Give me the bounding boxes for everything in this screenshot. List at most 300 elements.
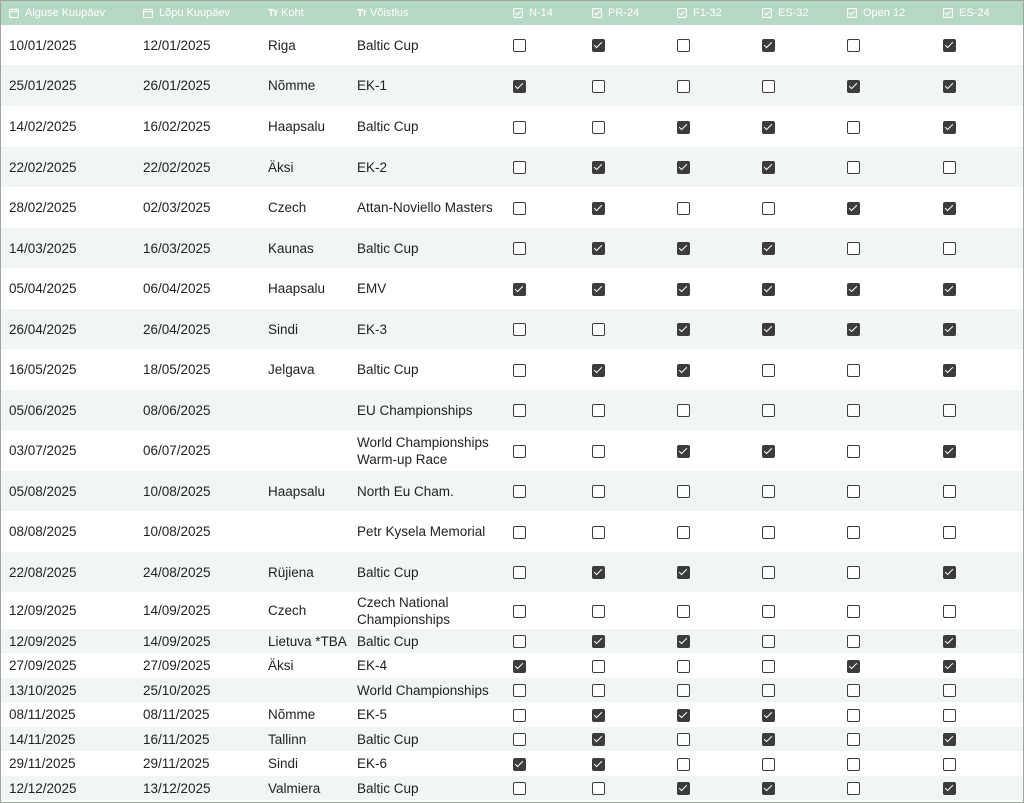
class-cell <box>505 511 584 552</box>
class-checkbox[interactable] <box>762 782 775 795</box>
class-cell <box>935 776 1023 800</box>
place-cell <box>260 430 349 471</box>
class-cell <box>754 751 839 776</box>
class-checkbox[interactable] <box>592 242 605 255</box>
class-cell <box>669 592 754 629</box>
class-checkbox[interactable] <box>592 660 605 673</box>
event-cell: World Championships Warm-up Race <box>357 434 489 467</box>
class-cell <box>505 727 584 751</box>
class-cell <box>935 430 1023 471</box>
start-date-cell: 27/09/2025 <box>9 658 77 673</box>
class-checkbox[interactable] <box>592 635 605 648</box>
class-checkbox[interactable] <box>677 526 690 539</box>
class-checkbox[interactable] <box>513 485 526 498</box>
class-cell <box>935 228 1023 268</box>
column-header-label: N-14 <box>529 7 553 20</box>
event-cell: North Eu Cham. <box>349 471 505 511</box>
start-date-cell: 14/11/2025 <box>1 727 135 751</box>
table-row <box>1 390 1023 430</box>
class-checkbox[interactable] <box>943 364 956 377</box>
class-checkbox[interactable] <box>513 660 526 673</box>
class-checkbox[interactable] <box>762 404 775 417</box>
end-date-cell: 24/08/2025 <box>135 552 260 592</box>
class-cell <box>584 592 669 629</box>
table-row <box>1 678 1023 702</box>
class-checkbox[interactable] <box>943 733 956 746</box>
class-checkbox[interactable] <box>762 758 775 771</box>
end-date-cell: 02/03/2025 <box>143 200 211 215</box>
column-header-label: Open 12 <box>863 7 906 20</box>
class-checkbox[interactable] <box>847 404 860 417</box>
class-cell <box>935 629 1023 653</box>
class-cell <box>669 653 754 678</box>
place-cell: Valmiera <box>260 776 349 800</box>
class-checkbox[interactable] <box>513 121 526 134</box>
class-cell <box>505 309 584 349</box>
class-cell <box>505 25 584 65</box>
class-checkbox[interactable] <box>847 660 860 673</box>
class-checkbox[interactable] <box>592 605 605 618</box>
class-checkbox[interactable] <box>847 782 860 795</box>
class-checkbox[interactable] <box>762 161 775 174</box>
class-checkbox[interactable] <box>513 605 526 618</box>
class-checkbox[interactable] <box>513 445 526 458</box>
table-row <box>1 727 1023 751</box>
column-header-label: ES-24 <box>959 7 990 20</box>
class-checkbox[interactable] <box>847 202 860 215</box>
event-cell: Baltic Cup <box>357 37 419 53</box>
class-checkbox[interactable] <box>677 733 690 746</box>
class-checkbox[interactable] <box>677 323 690 336</box>
column-header-3[interactable] <box>349 1 505 25</box>
start-date-cell: 03/07/2025 <box>9 443 77 458</box>
class-checkbox[interactable] <box>677 660 690 673</box>
class-cell <box>584 776 669 800</box>
class-checkbox[interactable] <box>513 782 526 795</box>
start-date-cell: 14/02/2025 <box>9 119 77 134</box>
class-checkbox[interactable] <box>943 782 956 795</box>
class-checkbox[interactable] <box>762 323 775 336</box>
class-checkbox[interactable] <box>592 364 605 377</box>
class-checkbox[interactable] <box>513 526 526 539</box>
class-checkbox[interactable] <box>762 733 775 746</box>
class-cell <box>505 471 584 511</box>
class-checkbox[interactable] <box>677 364 690 377</box>
class-cell <box>505 106 584 147</box>
class-checkbox[interactable] <box>513 364 526 377</box>
end-date-cell: 13/12/2025 <box>135 776 260 800</box>
class-checkbox[interactable] <box>677 684 690 697</box>
class-cell <box>505 268 584 309</box>
column-header-6[interactable] <box>669 1 754 25</box>
class-checkbox[interactable] <box>943 566 956 579</box>
event-cell: EK-5 <box>357 707 388 722</box>
class-checkbox[interactable] <box>677 242 690 255</box>
event-cell: Baltic Cup <box>349 552 505 592</box>
class-cell <box>839 727 935 751</box>
class-checkbox[interactable] <box>943 121 956 134</box>
class-checkbox[interactable] <box>513 566 526 579</box>
class-cell <box>669 511 754 552</box>
column-header-8[interactable] <box>839 1 935 25</box>
end-date-cell: 25/10/2025 <box>135 678 260 702</box>
class-checkbox[interactable] <box>677 758 690 771</box>
class-cell <box>754 309 839 349</box>
class-checkbox[interactable] <box>762 364 775 377</box>
class-checkbox[interactable] <box>592 485 605 498</box>
class-cell <box>754 629 839 653</box>
class-cell <box>505 187 584 228</box>
column-header-label: F1-32 <box>693 7 722 20</box>
class-checkbox[interactable] <box>847 445 860 458</box>
column-header-7[interactable] <box>754 1 839 25</box>
table-row <box>1 228 1023 268</box>
end-date-cell: 14/09/2025 <box>135 629 260 653</box>
class-checkbox[interactable] <box>592 684 605 697</box>
class-checkbox[interactable] <box>847 733 860 746</box>
class-checkbox[interactable] <box>943 660 956 673</box>
class-cell <box>669 430 754 471</box>
class-checkbox[interactable] <box>943 80 956 93</box>
checkbox-icon <box>592 8 602 18</box>
class-cell <box>505 65 584 106</box>
class-cell <box>669 228 754 268</box>
end-date-cell: 16/02/2025 <box>143 119 211 134</box>
class-cell <box>839 511 935 552</box>
class-checkbox[interactable] <box>592 758 605 771</box>
class-checkbox[interactable] <box>847 566 860 579</box>
class-cell <box>754 471 839 511</box>
table-row <box>1 25 1023 65</box>
class-checkbox[interactable] <box>943 485 956 498</box>
place-cell: Nõmme <box>260 65 349 106</box>
end-date-cell: 12/01/2025 <box>143 37 211 53</box>
class-cell <box>935 471 1023 511</box>
class-cell <box>505 147 584 187</box>
column-header-2[interactable] <box>260 1 349 25</box>
table-row <box>1 187 1023 228</box>
class-cell <box>839 390 935 430</box>
end-date-cell: 10/08/2025 <box>143 524 211 539</box>
table-row <box>1 702 1023 727</box>
class-cell <box>839 309 935 349</box>
class-cell <box>754 106 839 147</box>
class-checkbox[interactable] <box>943 445 956 458</box>
class-checkbox[interactable] <box>762 202 775 215</box>
start-date-cell: 28/02/2025 <box>9 200 77 215</box>
class-cell <box>584 552 669 592</box>
class-checkbox[interactable] <box>513 39 526 52</box>
class-checkbox[interactable] <box>943 526 956 539</box>
checkbox-icon <box>847 8 857 18</box>
class-cell <box>839 471 935 511</box>
class-cell <box>754 592 839 629</box>
end-date-cell: 26/01/2025 <box>135 65 260 106</box>
class-checkbox[interactable] <box>762 635 775 648</box>
class-checkbox[interactable] <box>677 39 690 52</box>
place-cell: Äksi <box>260 147 349 187</box>
class-checkbox[interactable] <box>592 121 605 134</box>
place-cell: Äksi <box>268 658 294 673</box>
end-date-cell: 22/02/2025 <box>135 147 260 187</box>
column-header-label: Lõpu Kuupäev <box>159 7 230 20</box>
event-cell: EU Championships <box>349 390 505 430</box>
class-checkbox[interactable] <box>762 445 775 458</box>
class-checkbox[interactable] <box>592 283 605 296</box>
place-cell: Czech <box>268 603 307 618</box>
class-cell <box>754 727 839 751</box>
class-checkbox[interactable] <box>592 39 605 52</box>
class-checkbox[interactable] <box>943 202 956 215</box>
class-checkbox[interactable] <box>677 80 690 93</box>
class-cell <box>754 430 839 471</box>
class-cell <box>839 65 935 106</box>
class-cell <box>584 390 669 430</box>
end-date-cell: 16/03/2025 <box>135 228 260 268</box>
class-cell <box>935 592 1023 629</box>
class-checkbox[interactable] <box>847 161 860 174</box>
class-cell <box>839 228 935 268</box>
class-cell <box>754 390 839 430</box>
start-date-cell: 22/08/2025 <box>1 552 135 592</box>
class-cell <box>754 511 839 552</box>
event-cell: EK-6 <box>357 756 388 771</box>
class-checkbox[interactable] <box>847 242 860 255</box>
class-checkbox[interactable] <box>847 323 860 336</box>
class-checkbox[interactable] <box>847 758 860 771</box>
class-checkbox[interactable] <box>943 161 956 174</box>
checkbox-icon <box>762 8 772 18</box>
event-cell: Petr Kysela Memorial <box>357 524 486 539</box>
class-checkbox[interactable] <box>943 39 956 52</box>
class-cell <box>935 678 1023 702</box>
class-checkbox[interactable] <box>677 445 690 458</box>
place-cell: Haapsalu <box>260 471 349 511</box>
class-cell <box>839 592 935 629</box>
place-cell: Nõmme <box>268 707 316 722</box>
class-checkbox[interactable] <box>943 323 956 336</box>
class-checkbox[interactable] <box>592 733 605 746</box>
class-checkbox[interactable] <box>513 161 526 174</box>
class-checkbox[interactable] <box>513 202 526 215</box>
class-cell <box>505 678 584 702</box>
class-cell <box>935 268 1023 309</box>
class-checkbox[interactable] <box>943 404 956 417</box>
class-cell <box>505 776 584 800</box>
class-checkbox[interactable] <box>847 605 860 618</box>
event-cell: Baltic Cup <box>349 629 505 653</box>
class-checkbox[interactable] <box>677 485 690 498</box>
column-header-4[interactable] <box>505 1 584 25</box>
event-cell: Baltic Cup <box>349 228 505 268</box>
class-checkbox[interactable] <box>847 364 860 377</box>
class-checkbox[interactable] <box>943 635 956 648</box>
class-checkbox[interactable] <box>943 684 956 697</box>
class-checkbox[interactable] <box>592 566 605 579</box>
class-cell <box>754 25 839 65</box>
start-date-cell: 29/11/2025 <box>9 756 76 771</box>
column-header-label: Alguse Kuupäev <box>25 7 106 20</box>
class-checkbox[interactable] <box>677 782 690 795</box>
column-header-0[interactable] <box>1 1 135 25</box>
class-cell <box>584 678 669 702</box>
class-checkbox[interactable] <box>762 485 775 498</box>
class-checkbox[interactable] <box>677 635 690 648</box>
event-cell: EK-2 <box>349 147 505 187</box>
class-checkbox[interactable] <box>513 709 526 722</box>
class-cell <box>584 727 669 751</box>
class-checkbox[interactable] <box>592 323 605 336</box>
class-cell <box>935 653 1023 678</box>
end-date-cell: 27/09/2025 <box>143 658 211 673</box>
place-cell: Czech <box>268 200 307 215</box>
class-checkbox[interactable] <box>513 80 526 93</box>
competition-schedule-table <box>1 1 1023 800</box>
class-cell <box>505 702 584 727</box>
class-checkbox[interactable] <box>847 39 860 52</box>
end-date-cell: 16/11/2025 <box>135 727 260 751</box>
class-checkbox[interactable] <box>847 485 860 498</box>
place-cell: Kaunas <box>260 228 349 268</box>
class-checkbox[interactable] <box>677 202 690 215</box>
class-checkbox[interactable] <box>847 709 860 722</box>
class-checkbox[interactable] <box>762 283 775 296</box>
class-cell <box>505 751 584 776</box>
column-header-label: ES-32 <box>778 7 809 20</box>
class-checkbox[interactable] <box>762 242 775 255</box>
class-checkbox[interactable] <box>762 684 775 697</box>
class-checkbox[interactable] <box>943 283 956 296</box>
class-checkbox[interactable] <box>762 660 775 673</box>
class-checkbox[interactable] <box>762 39 775 52</box>
class-cell <box>935 751 1023 776</box>
class-cell <box>839 268 935 309</box>
class-checkbox[interactable] <box>677 566 690 579</box>
place-cell: Haapsalu <box>268 281 326 296</box>
class-checkbox[interactable] <box>847 635 860 648</box>
class-cell <box>505 228 584 268</box>
column-header-label: PR-24 <box>608 7 640 20</box>
column-header-9[interactable] <box>935 1 1023 25</box>
class-checkbox[interactable] <box>847 121 860 134</box>
class-checkbox[interactable] <box>592 709 605 722</box>
class-checkbox[interactable] <box>677 404 690 417</box>
class-cell <box>669 678 754 702</box>
place-cell: Jelgava <box>268 362 315 377</box>
class-cell <box>754 653 839 678</box>
class-checkbox[interactable] <box>592 782 605 795</box>
class-checkbox[interactable] <box>762 80 775 93</box>
class-cell <box>839 187 935 228</box>
class-cell <box>754 552 839 592</box>
class-cell <box>584 702 669 727</box>
class-checkbox[interactable] <box>592 80 605 93</box>
class-cell <box>839 147 935 187</box>
class-checkbox[interactable] <box>592 526 605 539</box>
class-cell <box>505 629 584 653</box>
class-checkbox[interactable] <box>513 283 526 296</box>
event-cell: EK-1 <box>349 65 505 106</box>
class-cell <box>669 349 754 390</box>
class-checkbox[interactable] <box>943 758 956 771</box>
class-checkbox[interactable] <box>513 635 526 648</box>
class-cell <box>505 653 584 678</box>
class-checkbox[interactable] <box>762 526 775 539</box>
column-header-label: Koht <box>281 7 304 20</box>
class-cell <box>754 776 839 800</box>
event-cell: Attan-Noviello Masters <box>357 200 493 215</box>
class-cell <box>754 228 839 268</box>
class-checkbox[interactable] <box>762 605 775 618</box>
class-checkbox[interactable] <box>943 605 956 618</box>
table-row <box>1 106 1023 147</box>
class-checkbox[interactable] <box>943 242 956 255</box>
end-date-cell: 06/04/2025 <box>143 281 211 296</box>
class-checkbox[interactable] <box>592 202 605 215</box>
start-date-cell: 25/01/2025 <box>1 65 135 106</box>
class-checkbox[interactable] <box>592 404 605 417</box>
class-checkbox[interactable] <box>513 733 526 746</box>
class-checkbox[interactable] <box>847 283 860 296</box>
class-cell <box>584 430 669 471</box>
class-checkbox[interactable] <box>592 161 605 174</box>
start-date-cell: 05/08/2025 <box>1 471 135 511</box>
class-cell <box>584 187 669 228</box>
class-checkbox[interactable] <box>762 566 775 579</box>
class-cell <box>584 65 669 106</box>
class-checkbox[interactable] <box>677 605 690 618</box>
class-checkbox[interactable] <box>513 684 526 697</box>
class-checkbox[interactable] <box>513 323 526 336</box>
class-checkbox[interactable] <box>513 242 526 255</box>
class-cell <box>935 552 1023 592</box>
column-header-5[interactable] <box>584 1 669 25</box>
class-checkbox[interactable] <box>677 709 690 722</box>
class-cell <box>669 552 754 592</box>
class-checkbox[interactable] <box>677 161 690 174</box>
event-cell: EK-4 <box>357 658 388 673</box>
place-cell <box>260 511 349 552</box>
table-body <box>1 25 1023 800</box>
class-cell <box>754 349 839 390</box>
class-cell <box>584 228 669 268</box>
event-cell: Baltic Cup <box>357 119 419 134</box>
text-type-icon: Tт <box>357 7 367 19</box>
column-header-1[interactable] <box>135 1 260 25</box>
class-checkbox[interactable] <box>847 684 860 697</box>
class-checkbox[interactable] <box>513 404 526 417</box>
class-checkbox[interactable] <box>677 121 690 134</box>
class-checkbox[interactable] <box>762 709 775 722</box>
class-cell <box>839 702 935 727</box>
class-checkbox[interactable] <box>847 526 860 539</box>
class-cell <box>505 552 584 592</box>
class-cell <box>754 268 839 309</box>
class-checkbox[interactable] <box>592 445 605 458</box>
event-cell: Czech National Championships <box>357 594 451 627</box>
class-cell <box>505 390 584 430</box>
class-cell <box>935 147 1023 187</box>
class-cell <box>669 471 754 511</box>
place-cell <box>260 678 349 702</box>
class-cell <box>754 702 839 727</box>
class-checkbox[interactable] <box>847 80 860 93</box>
class-checkbox[interactable] <box>762 121 775 134</box>
text-type-icon: Tт <box>268 7 278 19</box>
class-checkbox[interactable] <box>677 283 690 296</box>
class-checkbox[interactable] <box>513 758 526 771</box>
class-checkbox[interactable] <box>943 709 956 722</box>
